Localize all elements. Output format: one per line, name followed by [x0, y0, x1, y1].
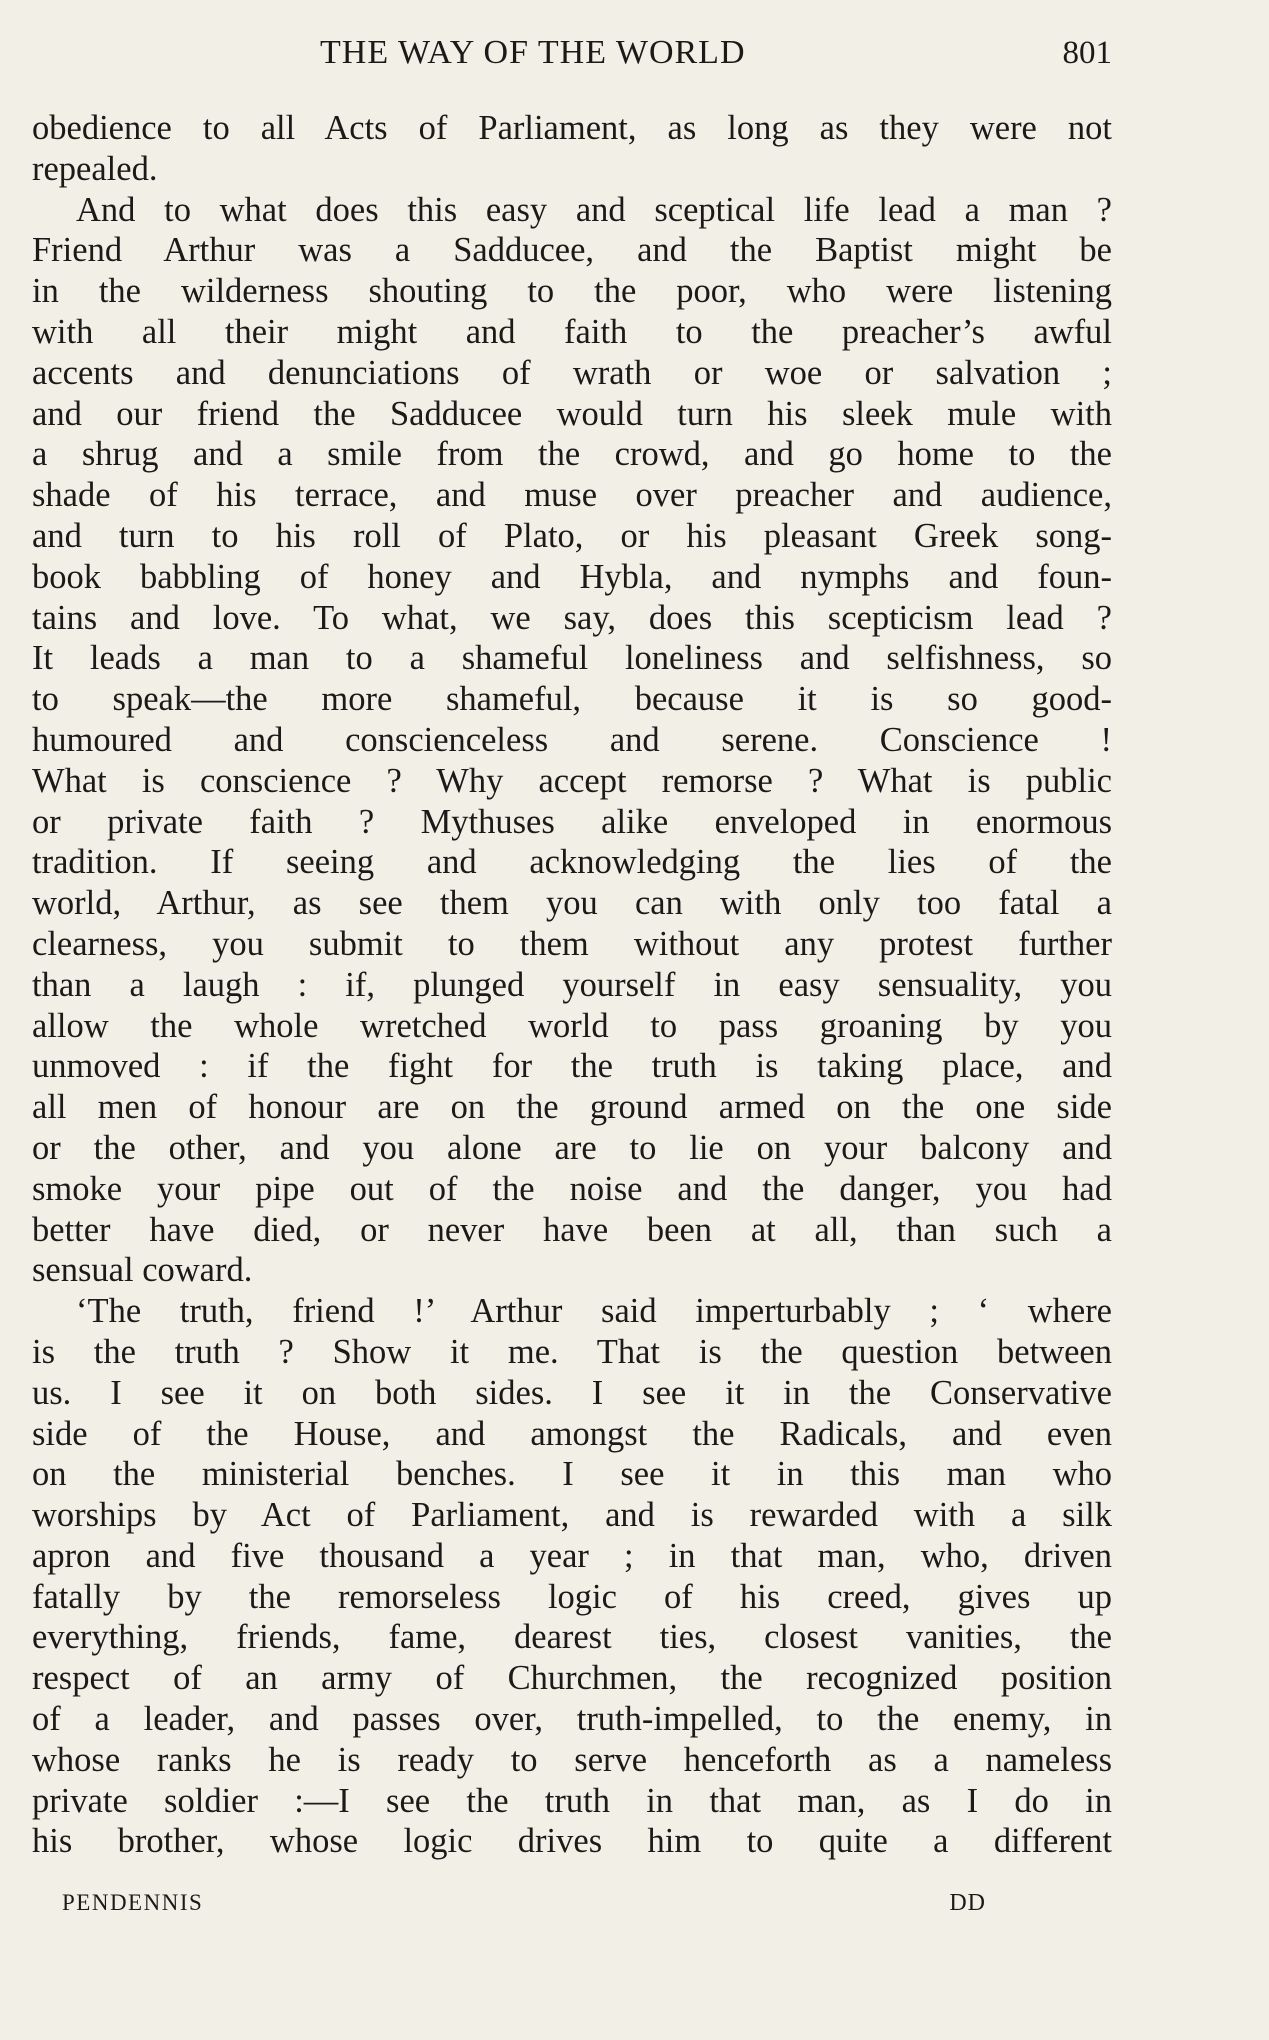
- text-line: or the other, and you alone are to lie on your balcony and: [32, 1128, 1112, 1167]
- text-line: repealed.: [32, 149, 158, 188]
- text-line: What is conscience ? Why accept remorse ? What is public: [32, 761, 1112, 800]
- text-line: to speak—the more shameful, because it is so good-: [32, 680, 1112, 719]
- text-line: tradition. If seeing and acknowledging the lies of the: [32, 843, 1112, 882]
- text-line: and our friend the Sadducee would turn his sleek mule with: [32, 394, 1112, 433]
- text-line: whose ranks he is ready to serve henceforth as a nameless: [32, 1740, 1112, 1779]
- text-line: side of the House, and amongst the Radicals, and even: [32, 1414, 1112, 1453]
- text-line: a shrug and a smile from the crowd, and go home to the: [32, 435, 1112, 474]
- text-line: ‘The truth, friend !’ Arthur said imperturbably ; ‘ where: [76, 1292, 1112, 1331]
- text-line: with all their might and faith to the preacher’s awful: [32, 312, 1112, 351]
- text-line: all men of honour are on the ground armed on the one side: [32, 1088, 1112, 1127]
- running-title: THE WAY OF THE WORLD: [320, 34, 746, 71]
- text-line: and turn to his roll of Plato, or his pleasant Greek song-: [32, 516, 1112, 555]
- running-head: [320, 30, 1112, 76]
- text-line: Friend Arthur was a Sadducee, and the Baptist might be: [32, 231, 1112, 270]
- page-footer: [62, 1888, 986, 1918]
- text-line: better have died, or never have been at all, than such a: [32, 1210, 1112, 1249]
- text-line: shade of his terrace, and muse over preacher and audience,: [32, 476, 1112, 515]
- text-line: apron and five thousand a year ; in that man, who, driven: [32, 1536, 1112, 1575]
- text-line: obedience to all Acts of Parliament, as long as they were not: [32, 109, 1112, 147]
- text-line: book babbling of honey and Hybla, and nymphs and foun-: [32, 557, 1112, 596]
- text-line: or private faith ? Mythuses alike enveloped in enormous: [32, 802, 1112, 841]
- text-line: accents and denunciations of wrath or woe or salvation ;: [32, 353, 1112, 392]
- text-line: sensual coward.: [32, 1251, 253, 1290]
- text-line: allow the whole wretched world to pass groaning by you: [32, 1006, 1112, 1045]
- text-line: fatally by the remorseless logic of his creed, gives up: [32, 1577, 1112, 1616]
- text-line: It leads a man to a shameful loneliness and selfishness, so: [32, 639, 1112, 678]
- text-line: in the wilderness shouting to the poor, who were listening: [32, 272, 1112, 311]
- text-line: than a laugh : if, plunged yourself in easy sensuality, you: [32, 965, 1112, 1004]
- text-line: unmoved : if the fight for the truth is taking place, and: [32, 1047, 1112, 1086]
- text-line: And to what does this easy and sceptical life lead a man ?: [76, 190, 1112, 229]
- text-line: humoured and conscienceless and serene. Conscience !: [32, 720, 1112, 759]
- text-line: on the ministerial benches. I see it in this man who: [32, 1455, 1112, 1494]
- text-line: private soldier :—I see the truth in that man, as I do in: [32, 1781, 1112, 1820]
- text-line: tains and love. To what, we say, does this scepticism lead ?: [32, 598, 1112, 637]
- text-line: of a leader, and passes over, truth-impelled, to the enemy, in: [32, 1700, 1112, 1739]
- sheet-mark: DD: [949, 1890, 986, 1916]
- text-line: worships by Act of Parliament, and is rewarded with a silk: [32, 1496, 1112, 1535]
- text-line: his brother, whose logic drives him to quite a different: [32, 1822, 1112, 1861]
- text-line: everything, friends, fame, dearest ties, closest vanities, the: [32, 1618, 1112, 1657]
- signature-mark: PENDENNIS: [62, 1890, 204, 1915]
- text-line: clearness, you submit to them without any protest further: [32, 924, 1112, 963]
- text-line: smoke your pipe out of the noise and the danger, you had: [32, 1169, 1112, 1208]
- text-line: us. I see it on both sides. I see it in the Conservative: [32, 1373, 1112, 1412]
- page-number: 801: [1062, 35, 1112, 71]
- text-line: respect of an army of Churchmen, the recognized position: [32, 1659, 1112, 1698]
- body-text: [32, 108, 1112, 1862]
- text-line: world, Arthur, as see them you can with only too fatal a: [32, 884, 1112, 923]
- text-line: is the truth ? Show it me. That is the question between: [32, 1332, 1112, 1371]
